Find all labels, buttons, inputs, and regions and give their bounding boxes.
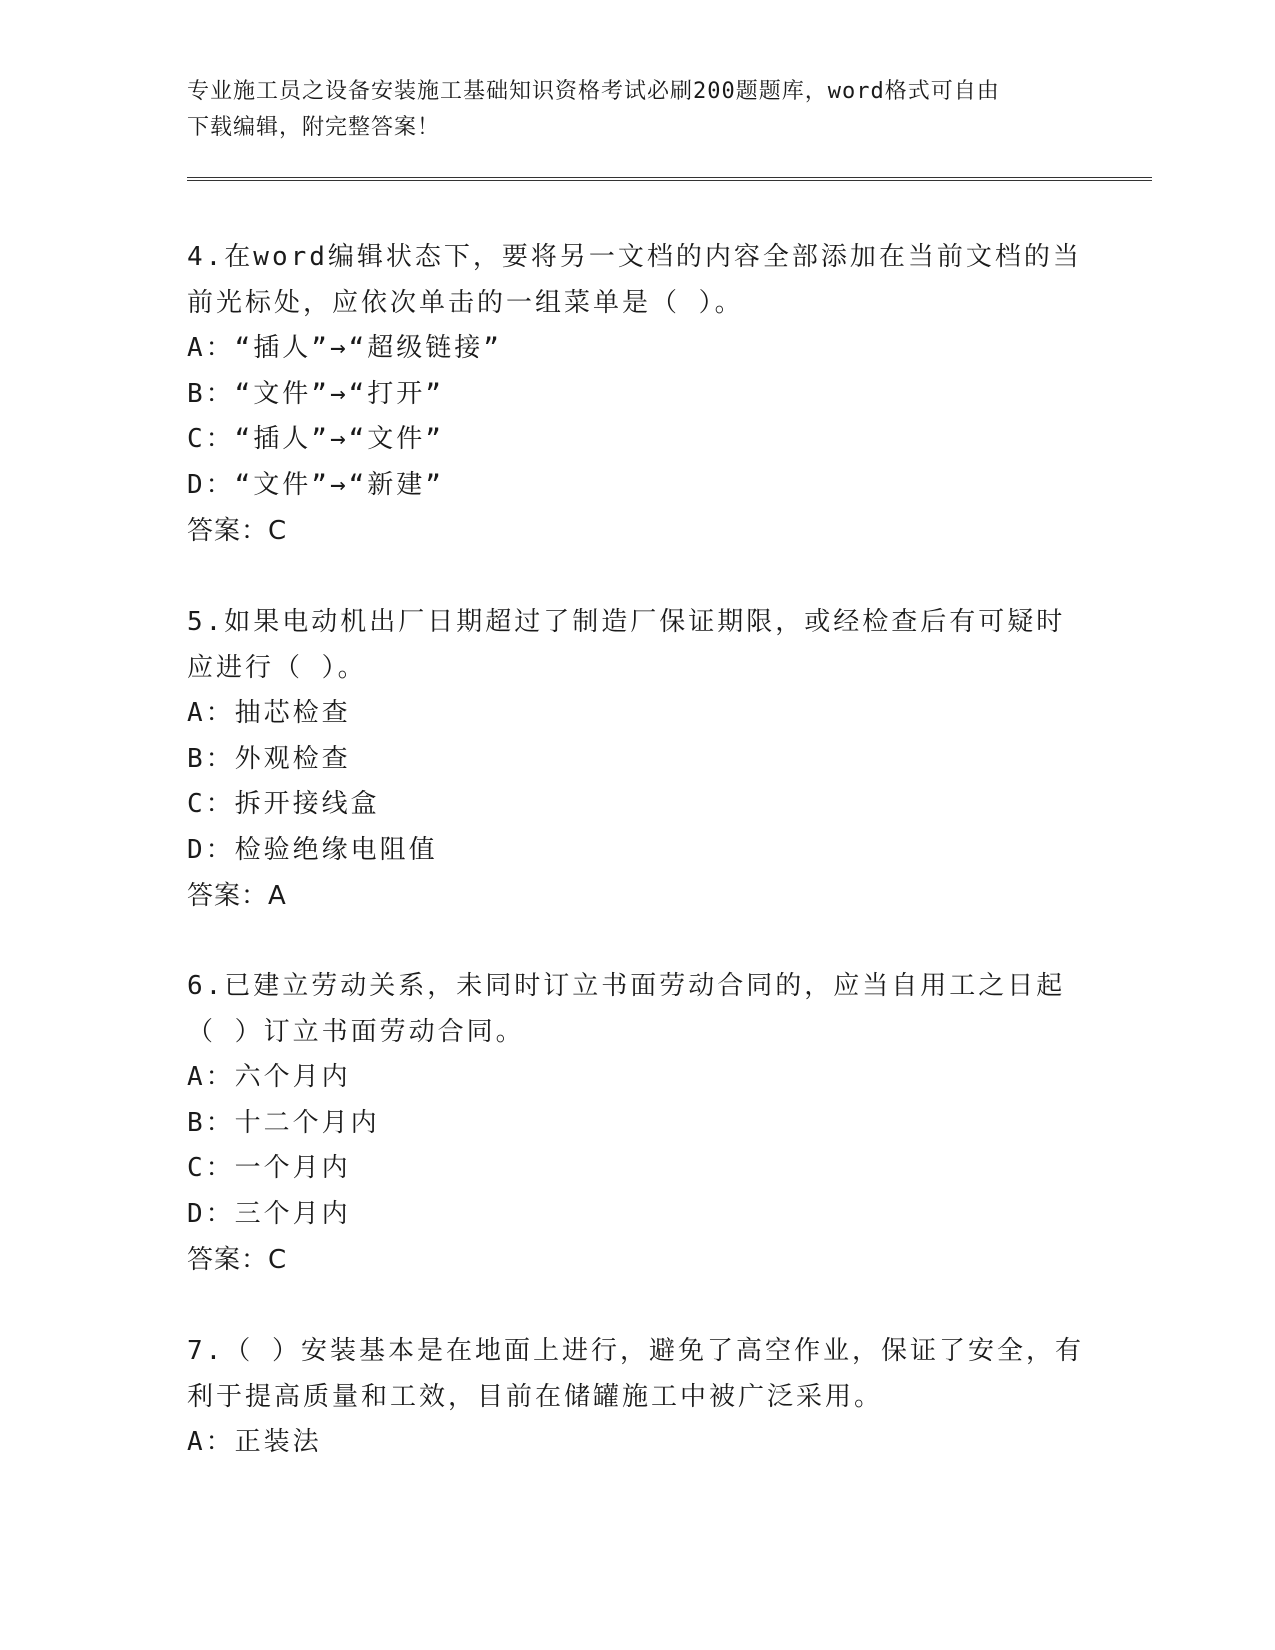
option-c: C：“插人”→“文件” <box>187 424 444 454</box>
question-stem: 前光标处，应依次单击的一组菜单是（ ）。 <box>187 287 744 318</box>
question-5 <box>187 600 1087 919</box>
question-stem: 7.（ ）安装基本是在地面上进行，避免了高空作业，保证了安全，有 <box>187 1336 1084 1366</box>
header-title-line-2: 下载编辑，附完整答案！ <box>187 115 441 140</box>
option-a: A：抽芯检查 <box>187 698 351 728</box>
option-b: B：外观检查 <box>187 743 351 774</box>
question-stem: 5.如果电动机出厂日期超过了制造厂保证期限，或经检查后有可疑时 <box>187 607 1066 637</box>
question-stem: 4.在word编辑状态下，要将另一文档的内容全部添加在当前文档的当 <box>187 242 1082 272</box>
header-title-line-1: 专业施工员之设备安装施工基础知识资格考试必刷200题题库，word格式可自由 <box>187 79 1000 104</box>
question-stem: 利于提高质量和工效，目前在储罐施工中被广泛采用。 <box>187 1381 884 1412</box>
question-stem: （ ）订立书面劳动合同。 <box>187 1016 525 1047</box>
question-6 <box>187 964 1087 1283</box>
question-stem: 6.已建立劳动关系，未同时订立书面劳动合同的，应当自用工之日起 <box>187 971 1066 1001</box>
question-7 <box>187 1329 1087 1466</box>
question-stem: 应进行（ ）。 <box>187 652 367 683</box>
option-d: D：“文件”→“新建” <box>187 469 444 500</box>
option-a: A：正装法 <box>187 1427 322 1457</box>
option-d: D：检验绝缘电阻值 <box>187 834 438 865</box>
option-b: B：“文件”→“打开” <box>187 378 444 409</box>
header-divider <box>187 177 1152 181</box>
option-c: C：拆开接线盒 <box>187 789 380 819</box>
option-d: D：三个月内 <box>187 1198 351 1229</box>
option-a: A：“插人”→“超级链接” <box>187 333 502 363</box>
question-4 <box>187 235 1087 554</box>
document-header <box>187 74 1067 146</box>
option-b: B：十二个月内 <box>187 1107 380 1138</box>
answer: 答案：C <box>187 1245 288 1275</box>
answer: 答案：C <box>187 516 288 546</box>
option-c: C：一个月内 <box>187 1153 351 1183</box>
answer: 答案：A <box>187 881 287 911</box>
option-a: A：六个月内 <box>187 1062 351 1092</box>
